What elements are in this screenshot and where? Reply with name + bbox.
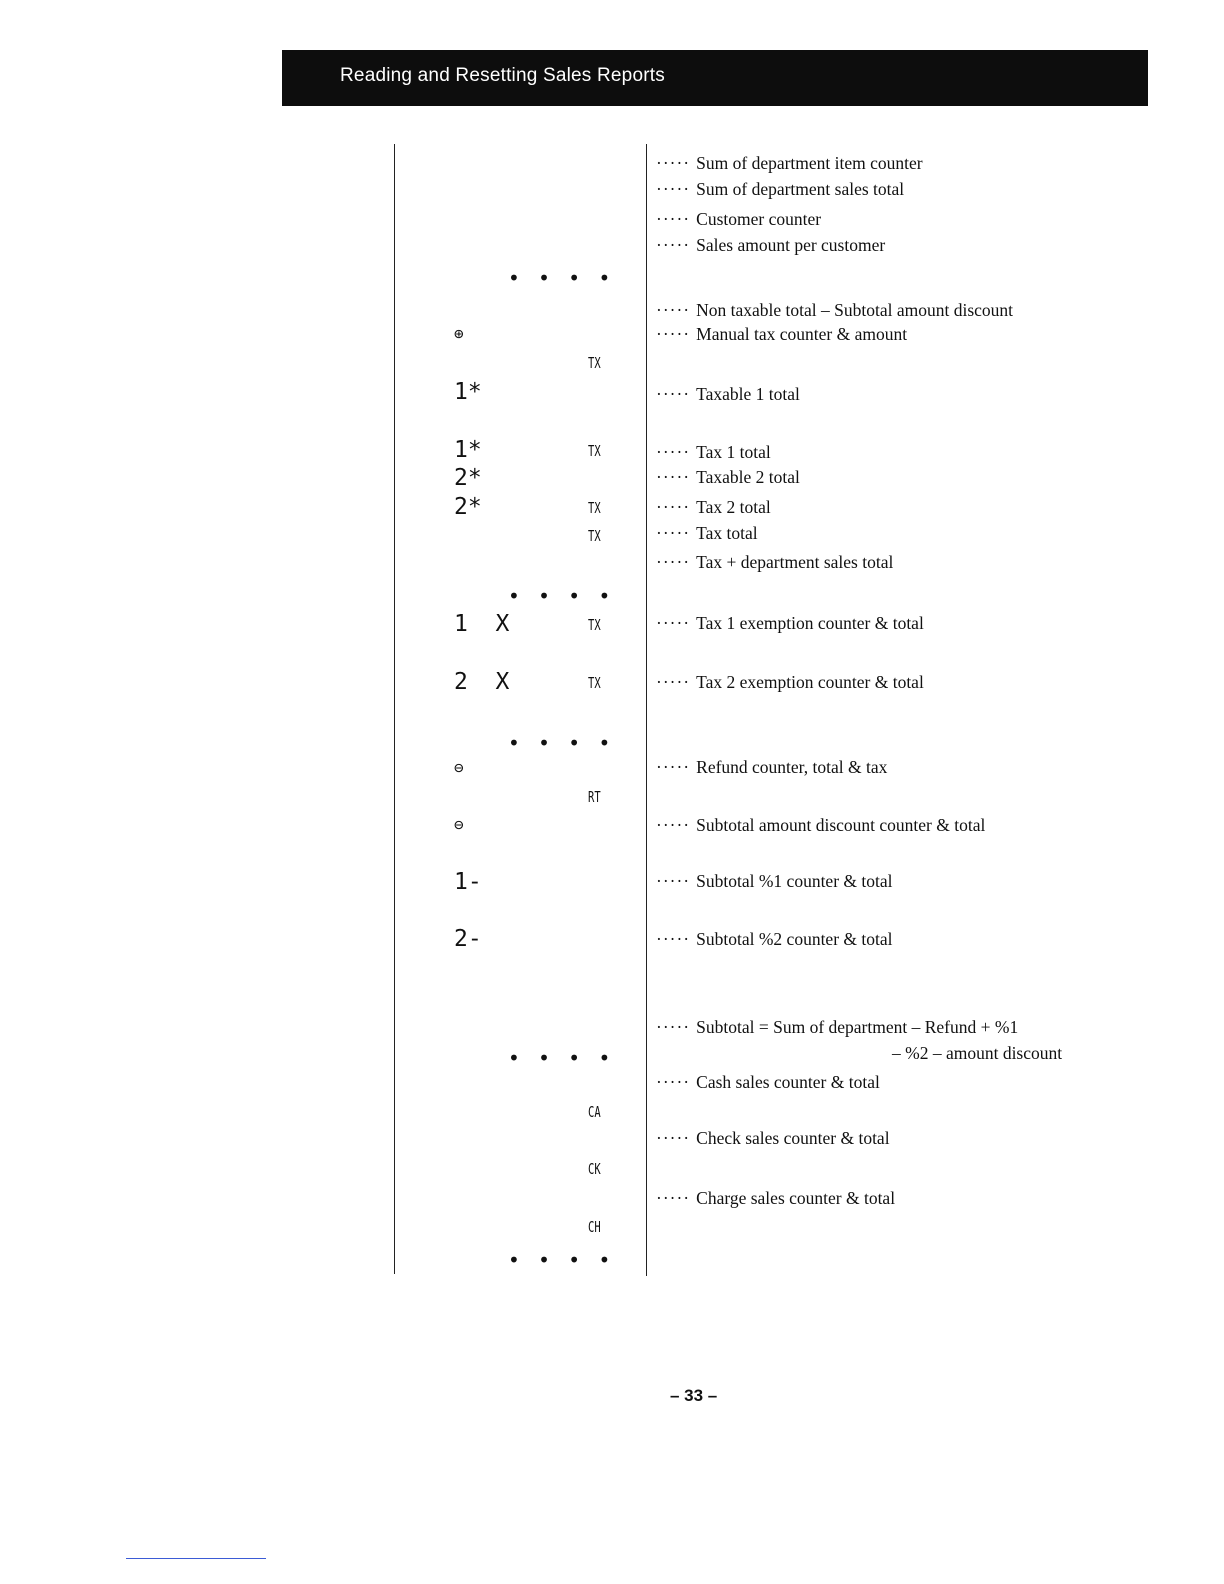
footer-rule [126,1558,266,1559]
page-number: – 33 – [670,1386,718,1405]
explanation-note-continuation: – %2 – amount discount [892,1043,1063,1063]
receipt-suffix: TX [588,354,601,372]
explanation-note: ····· Tax 2 total [656,497,771,517]
receipt-prefix: 1 X [454,611,510,637]
receipt-prefix: 2* [454,494,482,520]
explanation-note: ····· Manual tax counter & amount [656,324,908,344]
section-title: Reading and Resetting Sales Reports [340,65,665,86]
explanation-note: ····· Taxable 1 total [656,384,800,404]
receipt-suffix: CH [588,1218,601,1236]
explanation-note: ····· Tax 2 exemption counter & total [656,672,924,692]
receipt-prefix: 1- [454,869,482,895]
receipt-prefix: 2* [454,465,482,491]
receipt-prefix: ⊖ [454,815,464,834]
receipt-separator: • • • • [508,266,617,290]
receipt-prefix: ⊕ [454,324,464,343]
explanation-note: ····· Subtotal %1 counter & total [656,871,893,891]
explanation-note: ····· Tax + department sales total [656,552,894,572]
receipt-suffix: TX [588,442,601,460]
receipt-prefix: ⊖ [454,758,464,777]
receipt-suffix: TX [588,616,601,634]
explanation-note: ····· Cash sales counter & total [656,1072,880,1092]
section-header-bar [282,50,1148,106]
explanation-note: ····· Non taxable total – Subtotal amount discount [656,300,1014,320]
receipt-suffix: RT [588,788,601,806]
receipt-separator: • • • • [508,731,617,755]
explanation-note: ····· Tax total [656,523,758,543]
explanation-note: ····· Charge sales counter & total [656,1188,896,1208]
receipt-suffix: CK [588,1160,601,1178]
explanation-note: ····· Subtotal amount discount counter & total [656,815,986,835]
explanation-note: ····· Refund counter, total & tax [656,757,888,777]
explanation-note: ····· Sales amount per customer [656,235,886,255]
middle-divider-line [646,144,647,1276]
receipt-suffix: CA [588,1103,601,1121]
explanation-note: ····· Subtotal = Sum of department – Refund + %1 [656,1017,1019,1037]
explanation-note: ····· Customer counter [656,209,822,229]
explanation-note: ····· Taxable 2 total [656,467,800,487]
receipt-prefix: 2- [454,926,482,952]
explanation-note: ····· Check sales counter & total [656,1128,890,1148]
explanation-note: ····· Sum of department sales total [656,179,905,199]
receipt-suffix: TX [588,674,601,692]
receipt-suffix: TX [588,527,601,545]
explanation-note: ····· Tax 1 exemption counter & total [656,613,924,633]
receipt-prefix: 2 X [454,669,510,695]
receipt-prefix: 1* [454,437,482,463]
explanation-note: ····· Sum of department item counter [656,153,923,173]
receipt-separator: • • • • [508,1248,617,1272]
left-divider-line [394,144,395,1274]
explanation-note: ····· Subtotal %2 counter & total [656,929,893,949]
receipt-suffix: TX [588,499,601,517]
receipt-separator: • • • • [508,1046,617,1070]
receipt-prefix: 1* [454,379,482,405]
receipt-separator: • • • • [508,584,617,608]
explanation-note: ····· Tax 1 total [656,442,771,462]
